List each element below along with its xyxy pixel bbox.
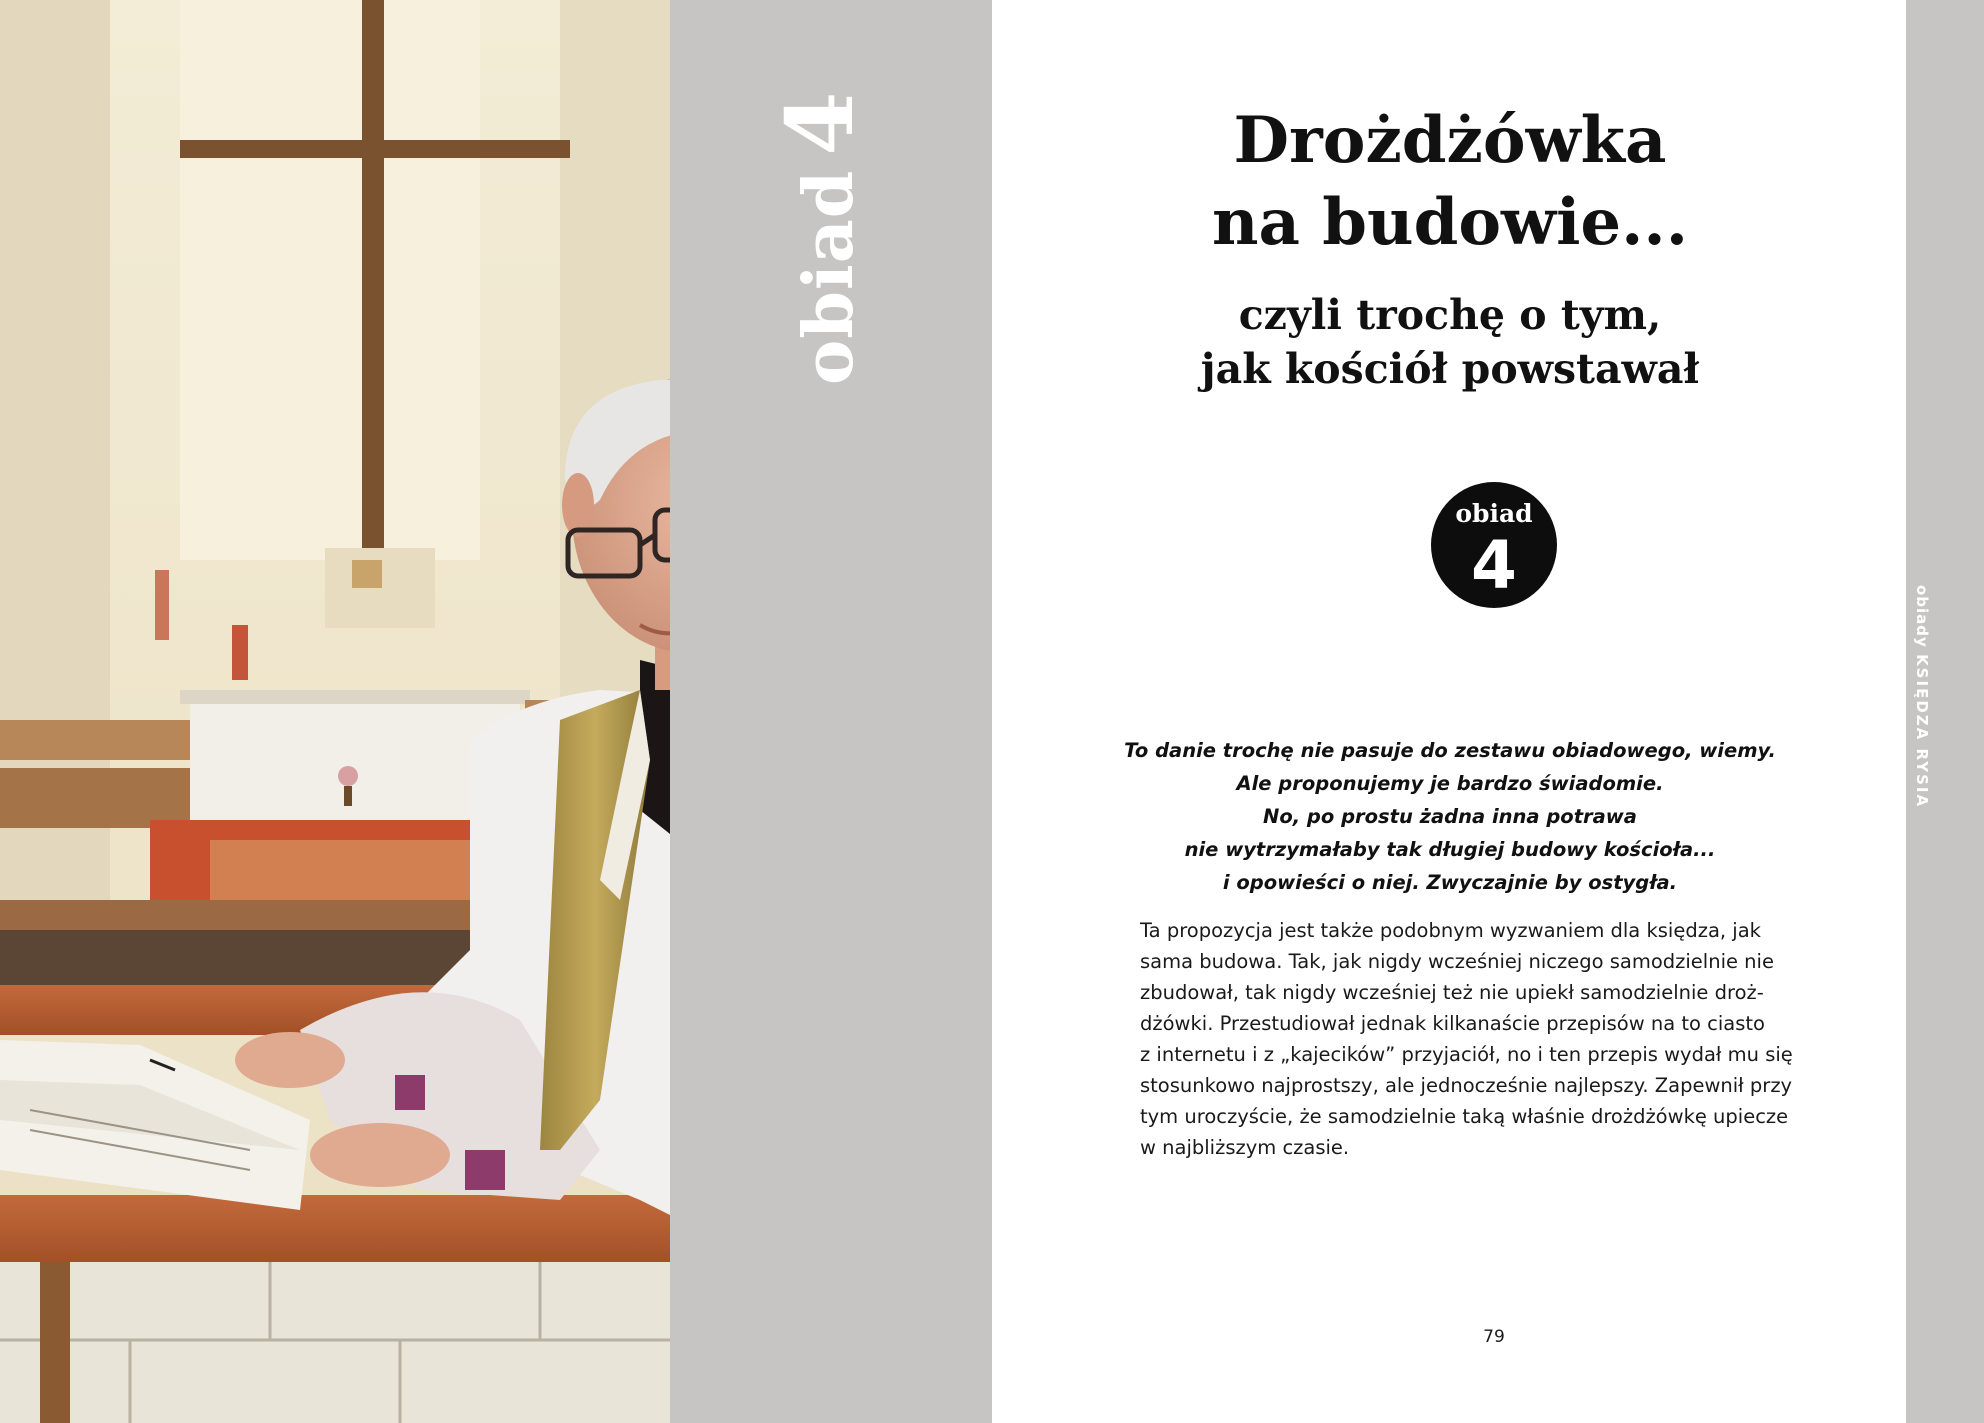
title-line: na budowie...: [1212, 185, 1688, 260]
running-header-part-b: KSIĘDZA RYSIA: [1913, 654, 1931, 809]
lead-line: i opowieści o niej. Zwyczajnie by ostygła.: [1222, 871, 1678, 894]
body-line: tym uroczyście, że samodzielnie taką właśnie drożdżówkę upiecze: [1140, 1105, 1789, 1128]
lead-line: Ale proponujemy je bardzo świadomie.: [1236, 772, 1664, 795]
body-line: zbudował, tak nigdy wcześniej też nie upiekł samodzielnie droż-: [1140, 981, 1764, 1004]
running-header-vertical: [1907, 585, 1937, 835]
chapter-subtitle: [1000, 288, 1900, 396]
badge-number: 4: [1471, 527, 1517, 604]
body-line: stosunkowo najprostszy, ale jednocześnie najlepszy. Zapewnił przy: [1140, 1074, 1793, 1097]
body-line: dżówki. Przestudiował jednak kilkanaście przepisów na to ciasto: [1140, 1012, 1765, 1035]
lead-paragraph: [1100, 734, 1800, 899]
title-line: Drożdżówka: [1233, 103, 1667, 178]
subtitle-line: jak kościół powstawał: [1200, 345, 1700, 393]
lead-line: To danie trochę nie pasuje do zestawu obiadowego, wiemy.: [1124, 739, 1776, 762]
chapter-number: 4: [766, 91, 874, 156]
body-line: w najbliższym czasie.: [1140, 1136, 1350, 1159]
lead-line: No, po prostu żadna inna potrawa: [1263, 805, 1637, 828]
chapter-vertical-title: [760, 91, 880, 385]
badge-label: obiad: [1455, 499, 1533, 528]
lead-line: nie wytrzymałaby tak długiej budowy kościoła...: [1184, 838, 1716, 861]
chapter-title: [1000, 100, 1900, 264]
page-number: 79: [1483, 1327, 1505, 1347]
chapter-badge: [1431, 482, 1557, 608]
chapter-word: obiad: [789, 169, 869, 385]
subtitle-line: czyli trochę o tym,: [1238, 291, 1662, 339]
running-header-part-a: obiady: [1913, 585, 1931, 648]
body-line: sama budowa. Tak, jak nigdy wcześniej niczego samodzielnie nie: [1140, 950, 1774, 973]
body-line: z internetu i z „kajecików” przyjaciół, no i ten przepis wydał mu się: [1140, 1043, 1793, 1066]
body-line: Ta propozycja jest także podobnym wyzwaniem dla księdza, jak: [1140, 919, 1761, 942]
body-paragraph: [1140, 915, 1793, 1163]
